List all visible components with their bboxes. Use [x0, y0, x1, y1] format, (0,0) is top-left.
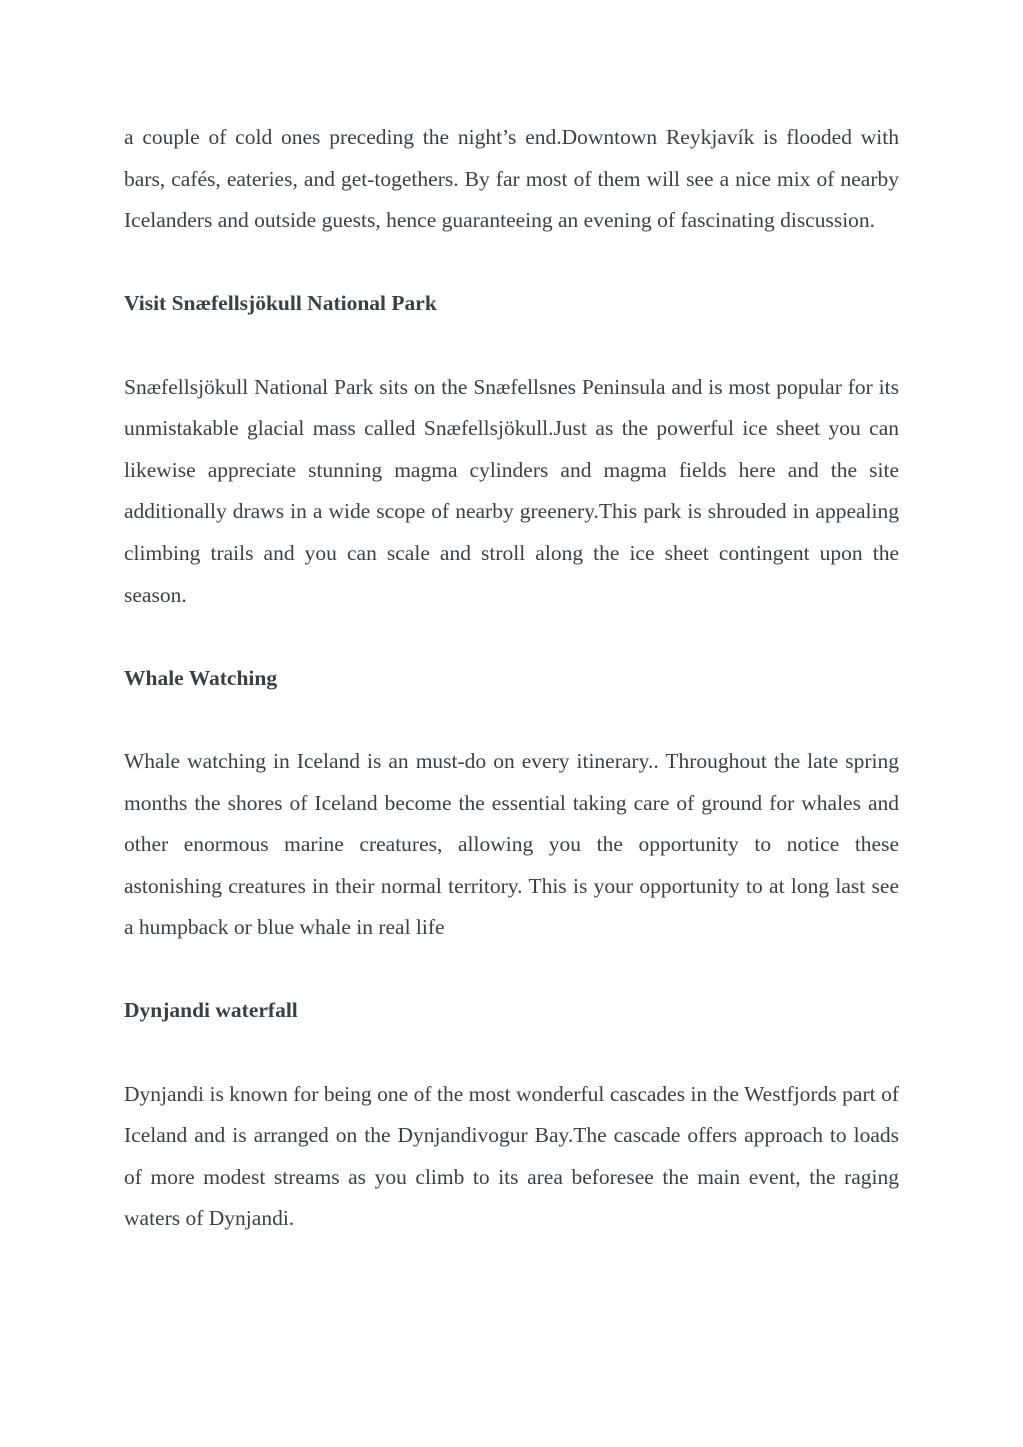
section-heading-dynjandi: Dynjandi waterfall [124, 998, 298, 1023]
spacer [124, 616, 899, 658]
intro-paragraph: a couple of cold ones preceding the night’s end.Downtown Reykjavík is flooded with bars, cafés, eateries, and get-togethers. By far most of them will see a nice mix of nearby Icelanders and outside guests, hence guaranteeing an evening of fascinating discussion. [124, 125, 899, 233]
spacer [124, 325, 899, 367]
document-page [124, 117, 899, 1240]
spacer [124, 242, 899, 284]
section-body-snaefellsjokull: Snæfellsjökull National Park sits on the Snæfellsnes Peninsula and is most popular for its unmistakable glacial mass called Snæfellsjökull.Just as the powerful ice sheet you can likewise appreciate stunning magma cylinders and magma fields here and the site additionally draws in a wide scope of nearby greenery.This park is shrouded in appealing climbing trails and you can scale and stroll along the ice sheet contingent upon the season. [124, 374, 899, 607]
spacer [124, 949, 899, 991]
section-body-dynjandi: Dynjandi is known for being one of the most wonderful cascades in the Westfjords part of Iceland and is arranged on the Dynjandivogur Bay.The cascade offers approach to loads of more modest streams as you climb to its area beforesee the main event, the raging waters of Dynjandi. [124, 1081, 899, 1231]
section-heading-snaefellsjokull: Visit Snæfellsjökull National Park [124, 291, 437, 316]
spacer [124, 1032, 899, 1074]
section-body-whale-watching: Whale watching in Iceland is an must-do on every itinerary.. Throughout the late spring months the shores of Iceland become the essential taking care of ground for whales and other enormous marine creatures, allowing you the opportunity to notice these astonishing creatures in their normal territory. This is your opportunity to at long last see a humpback or blue whale in real life [124, 748, 899, 940]
spacer [124, 699, 899, 741]
section-heading-whale-watching: Whale Watching [124, 665, 278, 690]
